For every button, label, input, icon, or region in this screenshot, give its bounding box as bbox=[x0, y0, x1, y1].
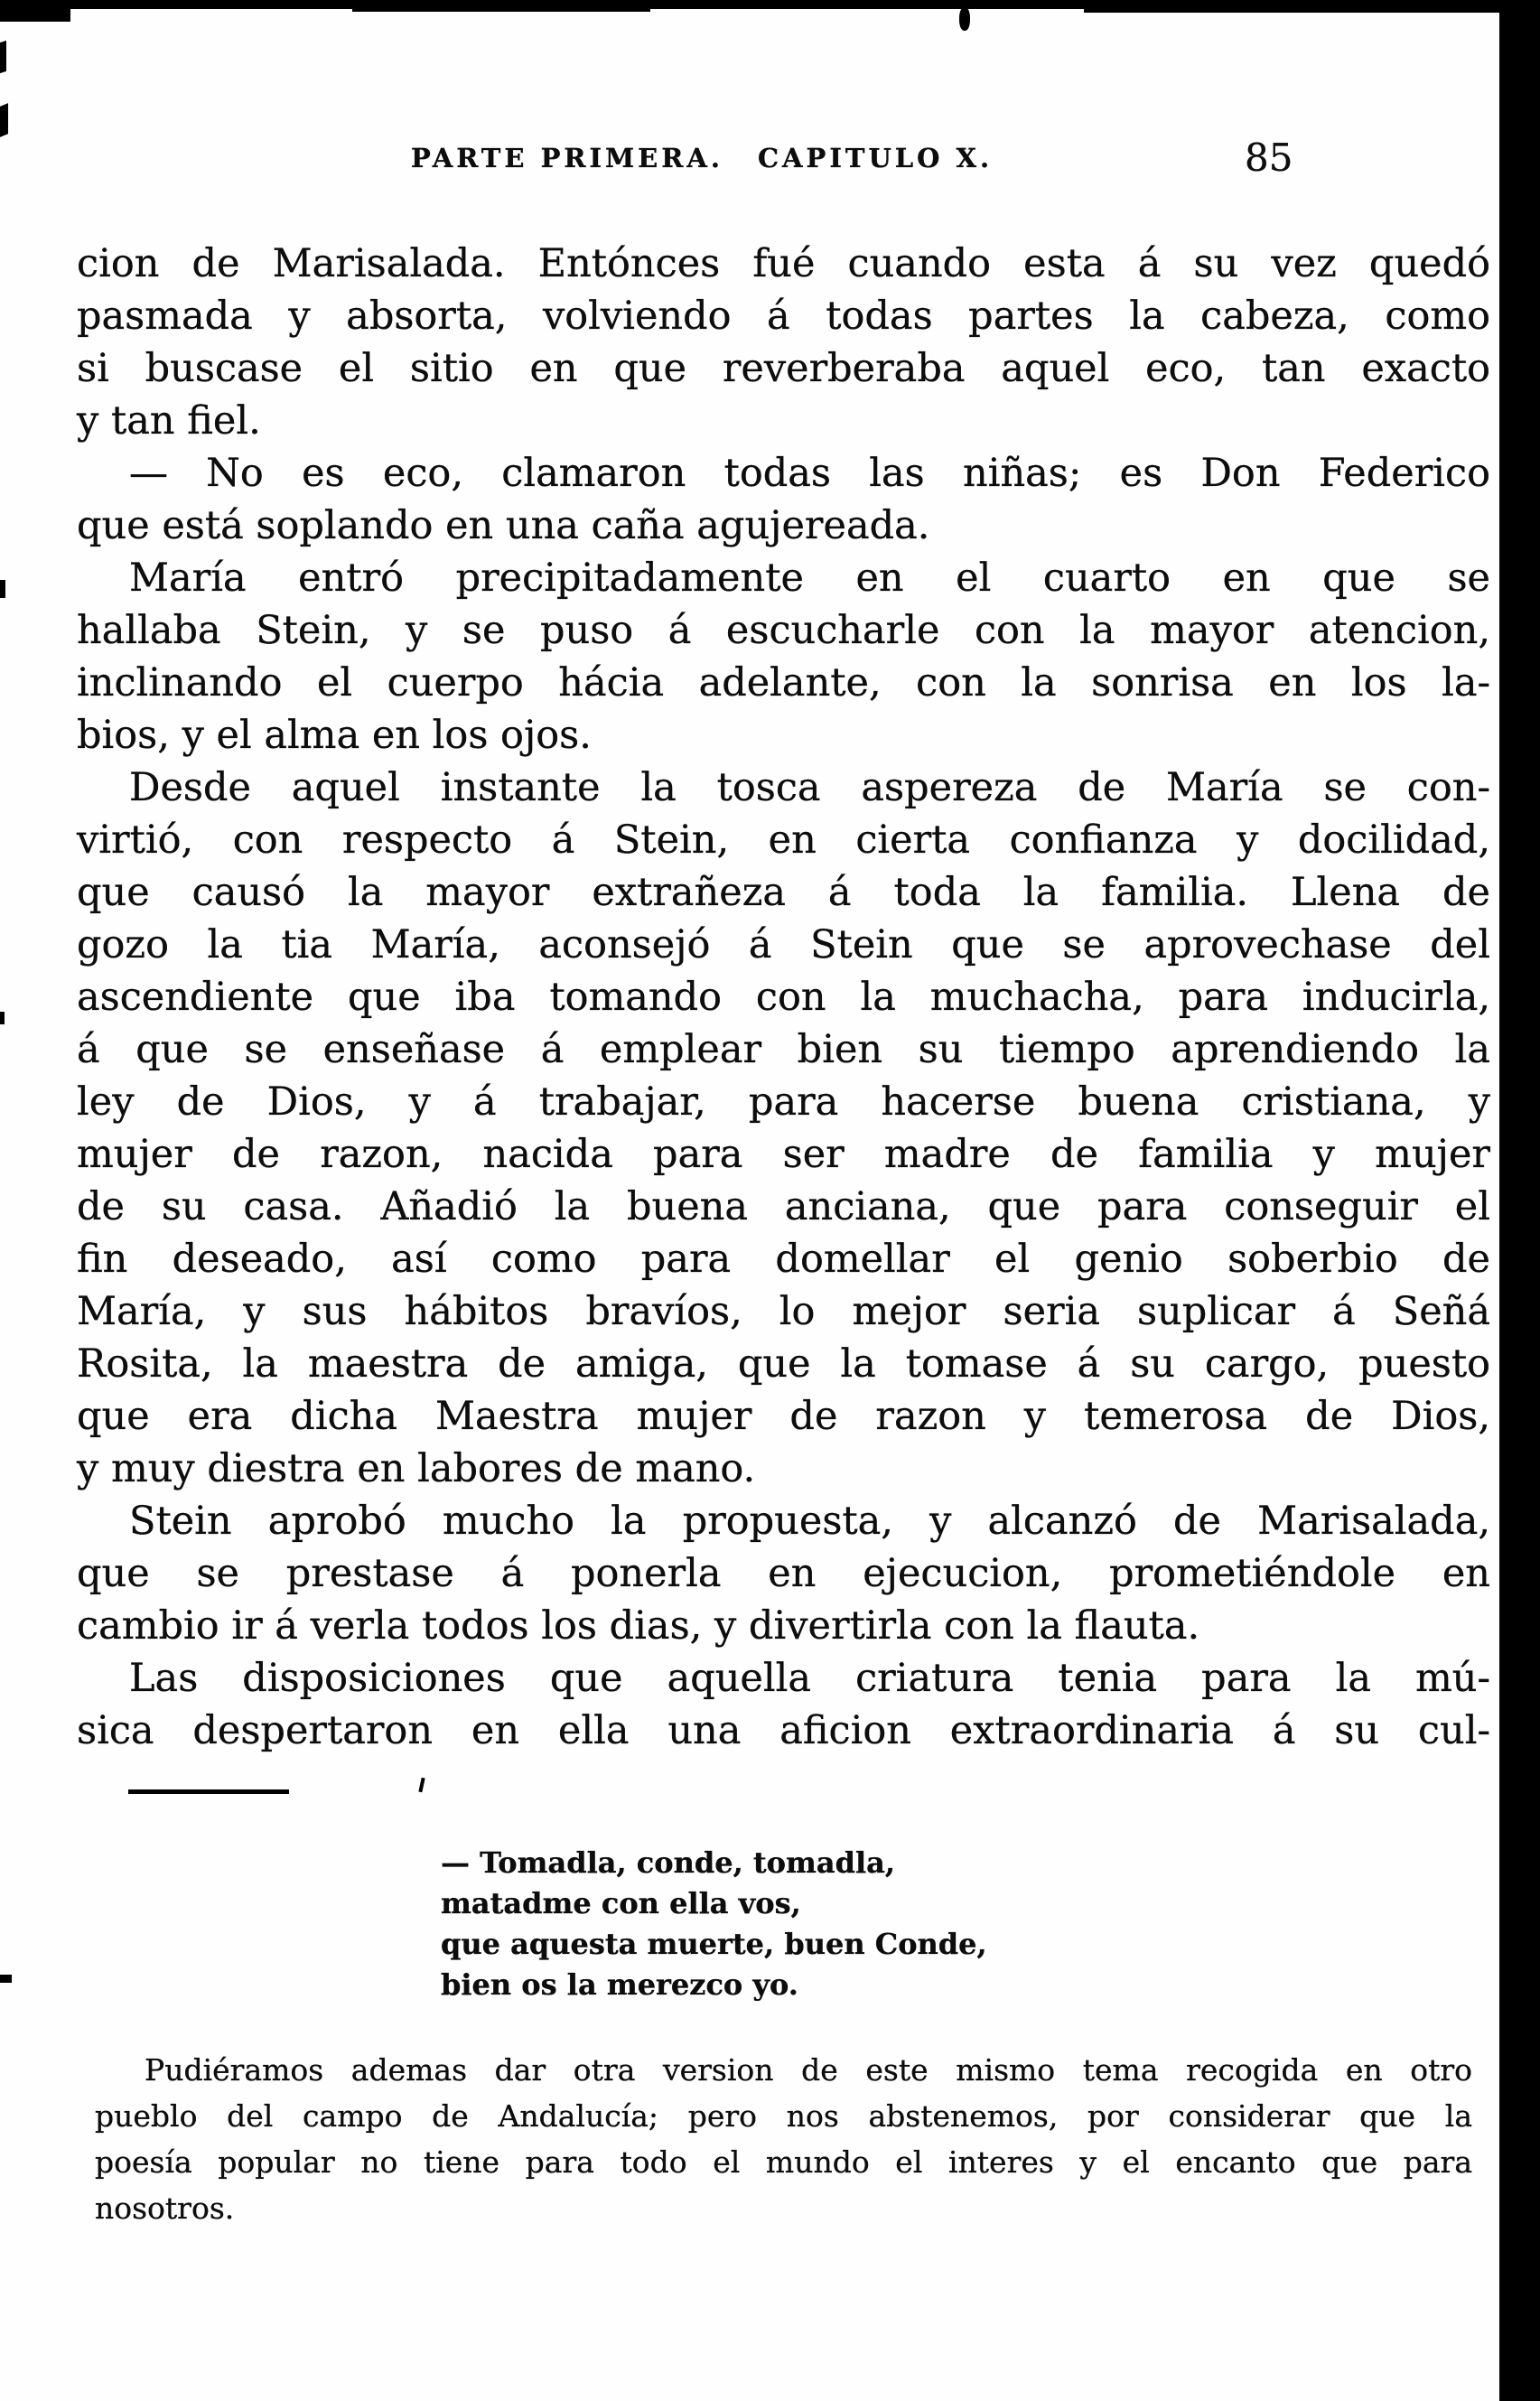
text-line: que se prestase á ponerla en ejecucion, prometiéndole en bbox=[77, 1551, 1490, 1596]
scan-artifact-top-left-blob bbox=[0, 0, 70, 22]
text-line: Pudiéramos ademas dar otra version de este mismo tema recogida en otro bbox=[145, 2052, 1472, 2088]
text-line: ley de Dios, y á trabajar, para hacerse buena cristiana, y bbox=[77, 1079, 1490, 1125]
scan-artifact-top-right-blob bbox=[1084, 0, 1540, 13]
text-line: hallaba Stein, y se puso á escucharle con la mayor atencion, bbox=[77, 608, 1490, 653]
running-head-chapter: CAPITULO X. bbox=[757, 143, 994, 173]
text-line: — Tomadla, conde, tomadla, bbox=[441, 1845, 895, 1880]
scan-artifact-left-mark bbox=[0, 103, 8, 137]
text-line: matadme con ella vos, bbox=[441, 1886, 801, 1920]
text-line: gozo la tia María, aconsejó á Stein que se aprovechase del bbox=[77, 922, 1490, 967]
text-line: pasmada y absorta, volviendo á todas partes la cabeza, como bbox=[77, 294, 1490, 339]
text-line: de su casa. Añadió la buena anciana, que para conseguir el bbox=[77, 1184, 1490, 1229]
text-line: fin deseado, así como para domellar el genio soberbio de bbox=[77, 1237, 1490, 1282]
text-line: sica despertaron en ella una aficion extraordinaria á su cul- bbox=[77, 1708, 1490, 1753]
text-line: María, y sus hábitos bravíos, lo mejor seria suplicar á Señá bbox=[77, 1289, 1490, 1334]
text-line: que aquesta muerte, buen Conde, bbox=[441, 1927, 987, 1961]
text-line: inclinando el cuerpo hácia adelante, con la sonrisa en los la- bbox=[77, 660, 1490, 705]
scan-artifact-small-tick bbox=[418, 1778, 425, 1792]
scan-artifact-left-mark bbox=[0, 1012, 5, 1024]
text-line: María entró precipitadamente en el cuarto en que se bbox=[129, 556, 1490, 601]
scan-artifact-left-mark bbox=[0, 41, 6, 73]
text-line: cambio ir á verla todos los dias, y divertirla con la flauta. bbox=[77, 1603, 1200, 1649]
text-line: virtió, con respecto á Stein, en cierta confianza y docilidad, bbox=[77, 817, 1490, 863]
text-line: que era dicha Maestra mujer de razon y temerosa de Dios, bbox=[77, 1394, 1490, 1439]
text-line: y muy diestra en labores de mano. bbox=[77, 1446, 756, 1491]
text-line: bien os la merezco yo. bbox=[441, 1967, 798, 2002]
running-head bbox=[411, 143, 993, 173]
text-line: que causó la mayor extrañeza á toda la familia. Llena de bbox=[77, 870, 1490, 915]
scan-artifact-top-mid-blob bbox=[352, 0, 650, 12]
page-number: 85 bbox=[1245, 135, 1293, 180]
text-line: que está soplando en una caña agujereada. bbox=[77, 503, 930, 548]
text-line: Stein aprobó mucho la propuesta, y alcanzó de Marisalada, bbox=[129, 1499, 1490, 1544]
text-line: Las disposiciones que aquella criatura tenia para la mú- bbox=[129, 1656, 1490, 1701]
scan-artifact-left-mark bbox=[0, 1975, 12, 1983]
text-line: si buscase el sitio en que reverberaba aquel eco, tan exacto bbox=[77, 346, 1490, 391]
text-line: bios, y el alma en los ojos. bbox=[77, 713, 592, 758]
main-text-block bbox=[77, 238, 1490, 1757]
scan-artifact-left-mark bbox=[0, 580, 5, 598]
text-line: poesía popular no tiene para todo el mundo el interes y el encanto que para bbox=[95, 2144, 1472, 2180]
text-line: pueblo del campo de Andalucía; pero nos abstenemos, por considerar que la bbox=[95, 2098, 1472, 2134]
text-line: — No es eco, clamaron todas las niñas; es Don Federico bbox=[129, 451, 1490, 496]
running-head-part: PARTE PRIMERA. bbox=[411, 143, 723, 173]
text-line: mujer de razon, nacida para ser madre de familia y mujer bbox=[77, 1132, 1490, 1177]
scan-artifact-right-band bbox=[1499, 0, 1540, 2401]
scan-artifact-top-tick bbox=[959, 7, 970, 31]
text-line: á que se enseñase á emplear bien su tiempo aprendiendo la bbox=[77, 1027, 1490, 1072]
text-line: nosotros. bbox=[95, 2191, 235, 2226]
verse-block bbox=[441, 1843, 987, 2005]
text-line: y tan fiel. bbox=[77, 398, 261, 444]
text-line: cion de Marisalada. Entónces fué cuando esta á su vez quedó bbox=[77, 241, 1490, 286]
footnote-divider-rule bbox=[128, 1789, 289, 1794]
text-line: Rosita, la maestra de amiga, que la tomase á su cargo, puesto bbox=[77, 1341, 1490, 1387]
text-line: ascendiente que iba tomando con la muchacha, para inducirla, bbox=[77, 975, 1490, 1020]
footnote-block bbox=[95, 2047, 1472, 2231]
text-line: Desde aquel instante la tosca aspereza de María se con- bbox=[129, 765, 1490, 810]
